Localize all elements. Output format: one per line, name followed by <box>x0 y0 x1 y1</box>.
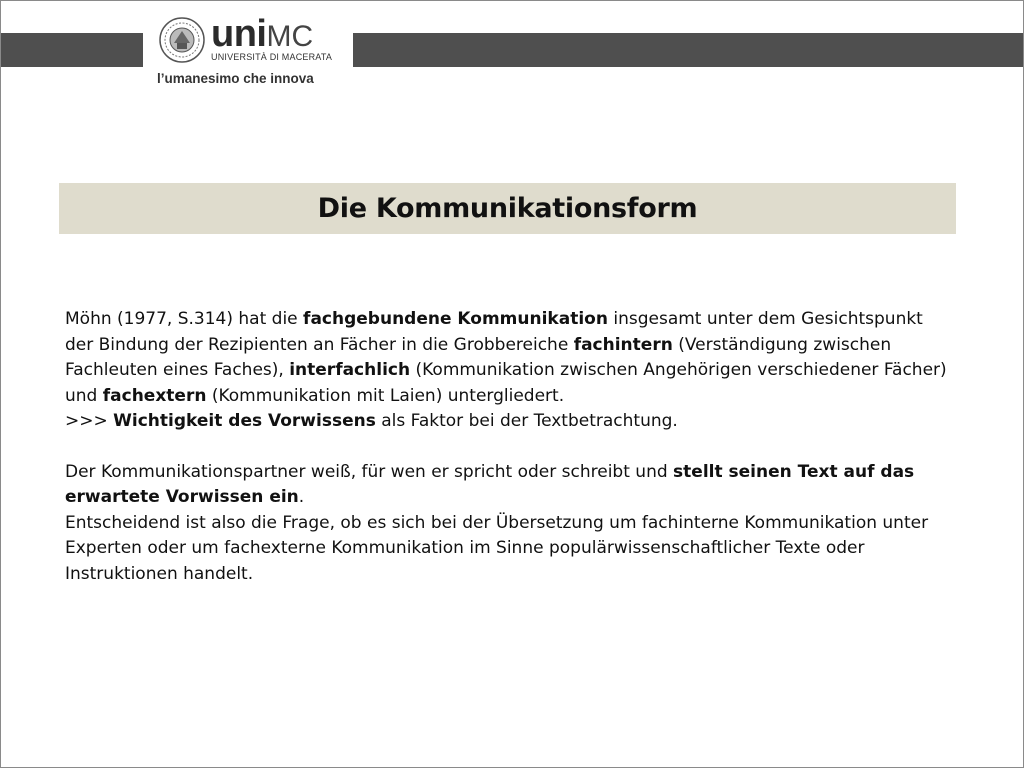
bold-term: Wichtigkeit des Vorwissens <box>113 411 376 431</box>
bold-term: interfachlich <box>289 360 411 380</box>
slide-body <box>65 307 955 587</box>
slide-title: Die Kommunikationsform <box>317 193 698 224</box>
logo-word-light: MC <box>266 20 314 53</box>
text-run: (Kommunikation mit Laien) untergliedert. <box>206 385 565 406</box>
paragraph-2 <box>65 409 955 435</box>
text-run: >>> <box>65 411 114 431</box>
university-logo <box>145 1 351 93</box>
paragraph-3 <box>65 460 955 511</box>
text-run: . <box>298 487 305 507</box>
text-run: Möhn (1977, S.314) hat die <box>65 309 304 329</box>
text-run: (Kommunikation zwischen Angehörigen verschiedener Fächer) und <box>65 360 947 406</box>
paragraph-4 <box>65 511 955 588</box>
text-run: insgesamt unter dem Gesichtspunkt der Bindung der Rezipienten an Fächer in die Grobbereiche <box>65 309 923 355</box>
bold-term: fachintern <box>573 334 673 355</box>
text-run: als Faktor bei der Textbetrachtung. <box>375 411 678 431</box>
text-run: (Verständigung zwischen Fachleuten eines Faches), <box>65 334 892 380</box>
paragraph-1 <box>65 307 955 409</box>
university-seal-icon <box>159 17 205 63</box>
header-bar-left <box>1 33 143 67</box>
logo-word-bold: uni <box>211 13 267 55</box>
bold-term: fachgebundene Kommunikation <box>303 309 608 329</box>
header-bar-right <box>353 33 1023 67</box>
logo-subtitle: UNIVERSITÀ DI MACERATA <box>211 52 333 62</box>
text-run: Der Kommunikationspartner weiß, für wen er spricht oder schreibt und <box>65 461 674 482</box>
text-run: Entscheidend ist also die Frage, ob es sich bei der Übersetzung um fachinterne Kommunikation unter Experten oder um fachexterne Kommunikation im Sinne populärwissenschaftlicher Texte oder Instruktionen handelt. <box>65 512 929 584</box>
title-band <box>59 183 956 234</box>
paragraph-gap <box>65 435 955 460</box>
logo-wordmark <box>211 15 313 53</box>
bold-term: stellt seinen Text auf das erwartete Vorwissen ein <box>65 461 915 507</box>
bold-term: fachextern <box>102 385 207 406</box>
logo-tagline: l’umanesimo che innova <box>157 71 314 86</box>
